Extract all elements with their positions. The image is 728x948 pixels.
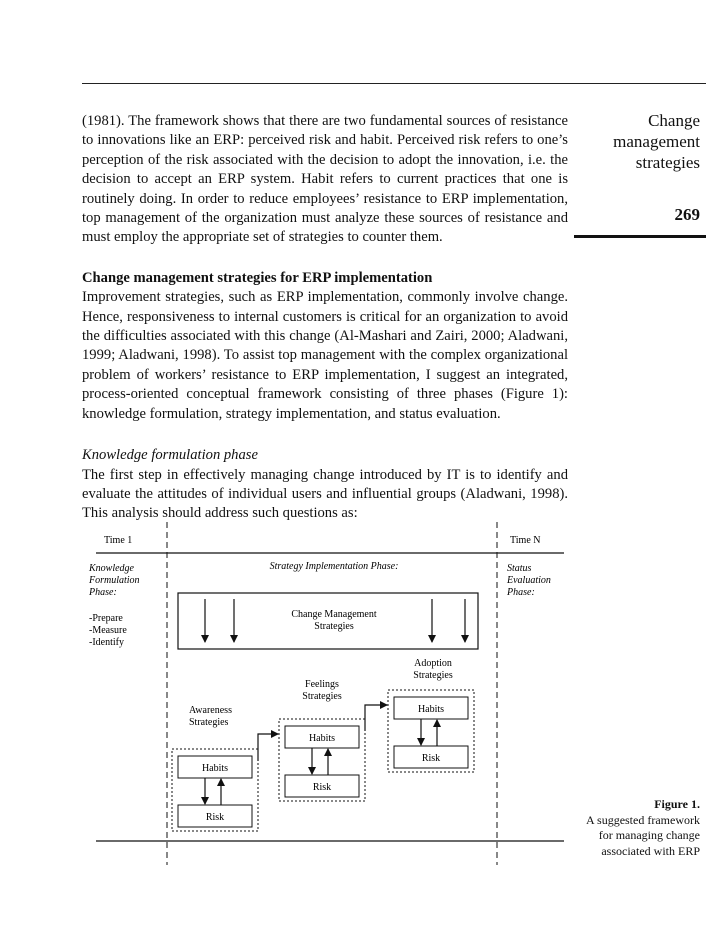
page-number: 269 [674, 205, 700, 224]
awareness-label: Strategies [189, 717, 229, 728]
risk-label: Risk [312, 782, 332, 793]
running-head-line: strategies [635, 153, 700, 172]
adoption-label: Adoption [414, 658, 452, 669]
feelings-label: Strategies [302, 691, 342, 702]
knowledge-step: -Identify [89, 637, 124, 648]
knowledge-phase-label: Phase: [89, 587, 117, 598]
knowledge-phase-label: Knowledge [89, 563, 134, 574]
time-n-label: Time N [510, 535, 541, 546]
knowledge-step: -Prepare [89, 613, 123, 624]
change-management-label: Strategies [314, 621, 354, 632]
figure-caption [560, 797, 700, 859]
change-management-label: Change Management [291, 609, 377, 620]
caption-line: A suggested framework [586, 812, 700, 827]
feelings-label: Feelings [305, 679, 339, 690]
awareness-to-feelings-arrow [258, 734, 278, 761]
risk-label: Risk [205, 812, 225, 823]
framework-diagram [82, 520, 572, 870]
strategy-phase-label: Strategy Implementation Phase: [269, 561, 399, 572]
status-phase-label: Status [507, 563, 532, 574]
paragraph-knowledge: The first step in effectively managing change introduced by IT is to identify and evaluate the attitudes of individual users and influential groups (Aladwani, 1998). This analysis should address such questions as: [82, 466, 568, 522]
knowledge-step: -Measure [89, 625, 127, 636]
status-phase-label: Evaluation [507, 575, 551, 586]
habits-label: Habits [417, 704, 445, 715]
caption-label: Figure 1. [654, 797, 700, 811]
top-rule [82, 83, 706, 84]
habits-label: Habits [201, 763, 229, 774]
running-head-line: Change [648, 111, 700, 130]
framework-figure [82, 520, 572, 870]
knowledge-phase-label: Formulation [89, 575, 140, 586]
risk-label: Risk [421, 753, 441, 764]
caption-line: associated with ERP [601, 843, 700, 858]
paragraph-intro: (1981). The framework shows that there are two fundamental sources of resistance to innovations like an ERP: perceived risk and habit. Perceived risk refers to one’s perception of the risk associated with the decision to adopt the innovation, i.e. the decision to accept an ERP system. Habit refers to current practices that one is routinely doing. In order to reduce employees’ resistance to ERP implementation, top management of the organization must analyze these sources of resistance and must employ the appropriate set of strategies to counter them. [82, 113, 568, 246]
subsection-heading: Knowledge formulation phase [82, 447, 258, 464]
side-rule [574, 235, 706, 238]
feelings-to-adoption-arrow [365, 705, 387, 731]
running-head-line: management [613, 132, 700, 151]
running-head [596, 110, 700, 173]
time-1-label: Time 1 [104, 535, 133, 546]
status-phase-label: Phase: [507, 587, 535, 598]
paragraph-strategies: Improvement strategies, such as ERP implementation, commonly involve change. Hence, responsiveness to internal customers is critical for an organization to avoid the difficulties associated with this change (Al-Mashari and Zairi, 2000; Aladwani, 1999; Aladwani, 1998). To assist top management with the complex organizational problem of workers’ resistance to ERP implementation, I suggest an integrated, process-oriented conceptual framework consisting of three phases (Figure 1): knowledge formulation, strategy implementation, and status evaluation. [82, 289, 568, 422]
adoption-label: Strategies [413, 670, 453, 681]
habits-label: Habits [308, 733, 336, 744]
section-heading: Change management strategies for ERP implementation [82, 269, 433, 286]
awareness-label: Awareness [189, 705, 232, 716]
body-column [82, 112, 568, 524]
caption-line: for managing change [598, 828, 700, 842]
